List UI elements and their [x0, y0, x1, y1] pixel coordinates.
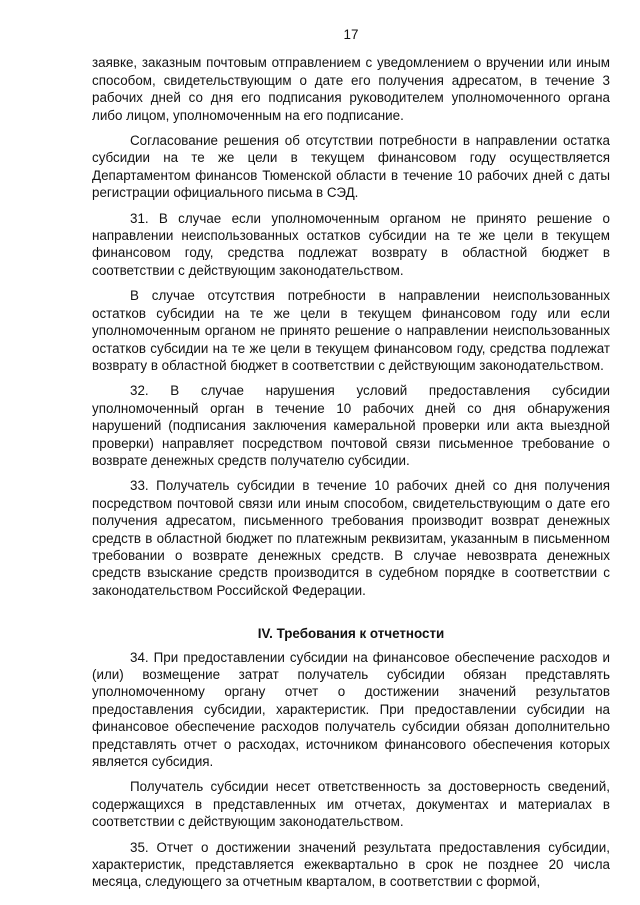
document-page [92, 26, 610, 899]
paragraph-31: 31. В случае если уполномоченным органом не принято решение о направлении неиспользованных остатков субсидии на те же цели в текущем финансовом году, средства подлежат возврату в областной бюджет в соответствии с действующим законодательством. [92, 210, 610, 278]
paragraph-35: 35. Отчет о достижении значений результата предоставления субсидии, характеристик, представляется ежеквартально в срок не позднее 20 числа месяца, следующего за отчетным кварталом, в соответствии с формой, [92, 839, 610, 890]
page-number: 17 [343, 27, 359, 42]
paragraph-31-continued: В случае отсутствия потребности в направлении неиспользованных остатков субсидии на те же цели в текущем финансовом году или если уполномоченным органом не принято решение о направлении неиспользованных остатков субсидии на те же цели в текущем финансовом году, средства подлежат возврату в областной бюджет в соответствии с действующим законодательством. [92, 288, 610, 373]
paragraph-34-responsibility: Получатель субсидии несет ответственность за достоверность сведений, содержащихся в представленных им отчетах, документах и материалах в соответствии с действующим законодательством. [92, 779, 610, 830]
paragraph-approval: Согласование решения об отсутствии потребности в направлении остатка субсидии на те же цели в текущем финансовом году осуществляется Департаментом финансов Тюменской области в течение 10 рабочих дней с даты регистрации официального письма в СЭД. [92, 133, 610, 201]
paragraph-33: 33. Получатель субсидии в течение 10 рабочих дней со дня получения посредством почтовой связи или иным способом, свидетельствующим о дате его получения адресатом, письменного требования производит возврат денежных средств в областной бюджет по платежным реквизитам, указанным в письменном требовании о возврате денежных средств. В случае невозврата денежных средств взыскание средств производится в судебном порядке в соответствии с законодательством Российской Федерации. [92, 478, 610, 598]
paragraph-34: 34. При предоставлении субсидии на финансовое обеспечение расходов и (или) возмещение затрат получатель субсидии обязан представлять уполномоченному органу отчет о достижении значений результатов предоставления субсидии, характеристик. При предоставлении субсидии на финансовое обеспечение расходов получатель субсидии обязан дополнительно представлять отчет о расходах, источником финансового обеспечения которых является субсидия. [92, 649, 610, 770]
section-heading: IV. Требования к отчетности [257, 626, 445, 642]
paragraph-continuation: заявке, заказным почтовым отправлением с уведомлением о вручении или иным способом, свидетельствующим о дате его получения адресатом, в течение 3 рабочих дней со дня его подписания руководителем уполномоченного органа либо лицом, уполномоченным на его подписание. [92, 55, 610, 123]
paragraph-32: 32. В случае нарушения условий предоставления субсидии уполномоченный орган в течение 10 рабочих дней со дня обнаружения нарушений (подписания заключения камеральной проверки или акта выездной проверки) направляет посредством почтовой связи письменное требование о возврате денежных средств получателю субсидии. [92, 383, 610, 468]
